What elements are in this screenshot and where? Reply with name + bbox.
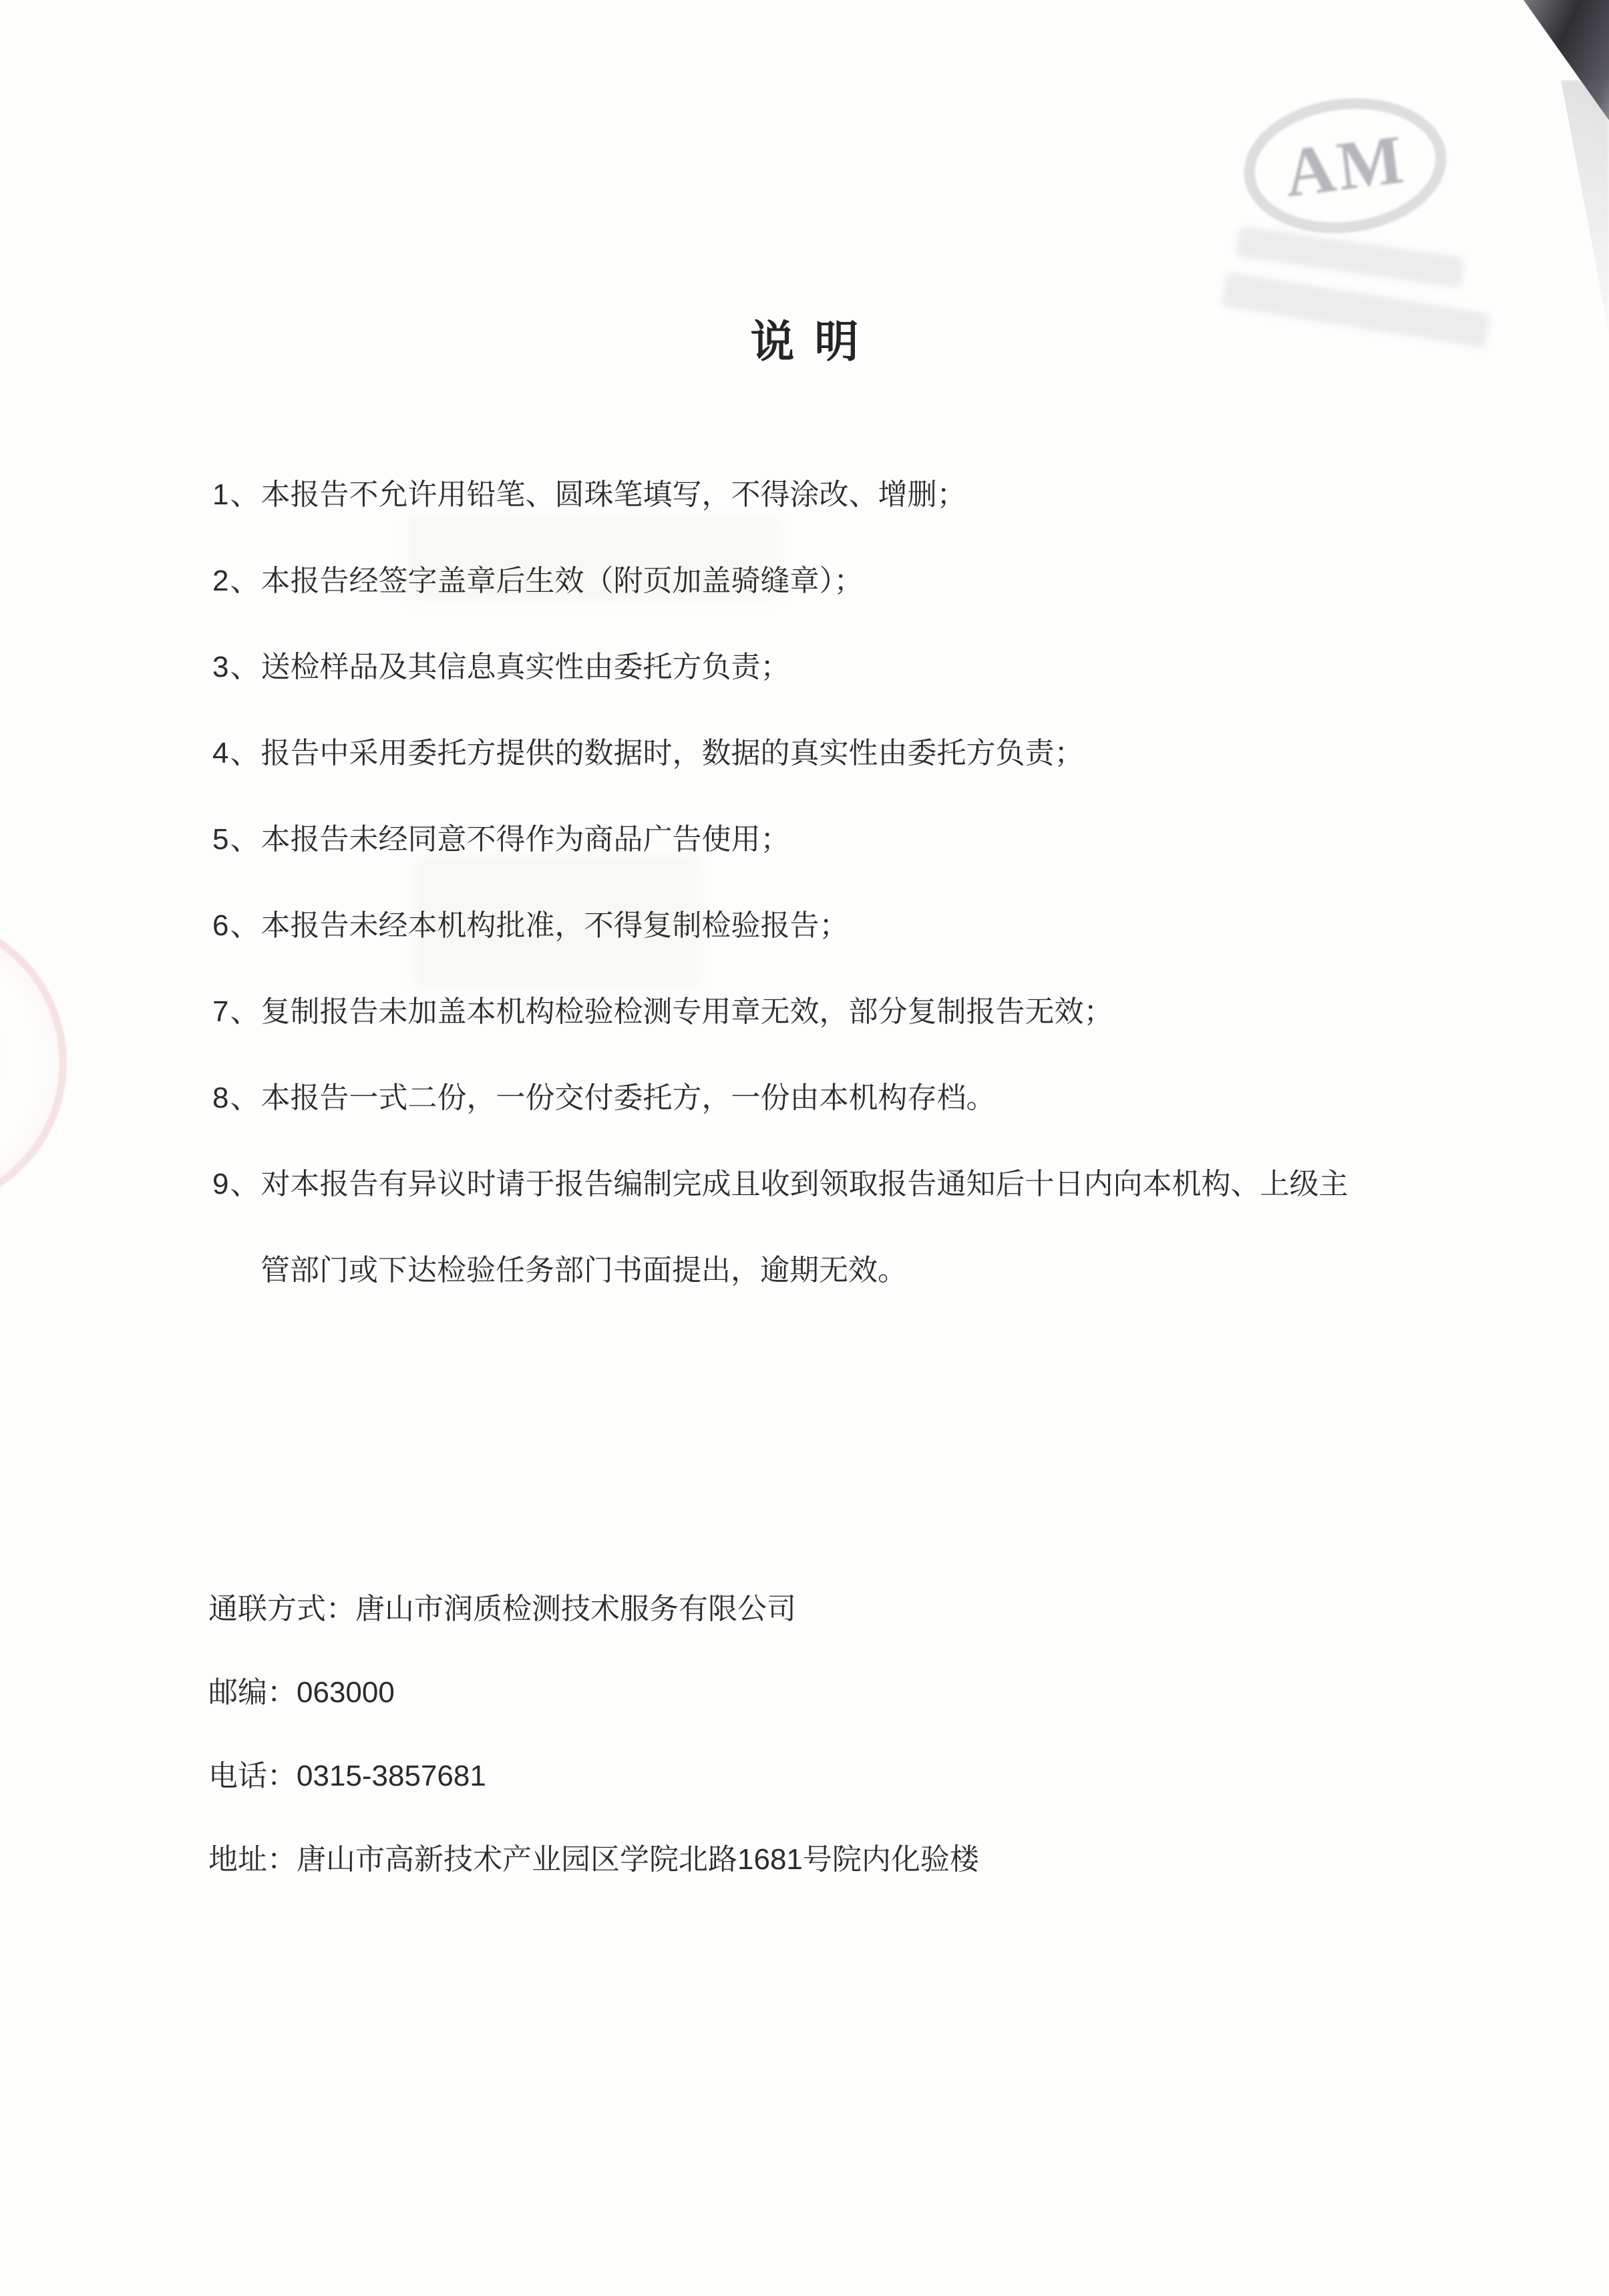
note-number: 3、 — [212, 651, 261, 683]
note-number: 6、 — [212, 909, 261, 942]
note-text: 本报告不允许用铅笔、圆珠笔填写，不得涂改、增删； — [260, 478, 966, 511]
note-number: 9、 — [212, 1168, 261, 1200]
note-item — [212, 538, 1368, 624]
notes-list — [212, 452, 1368, 1313]
note-item — [212, 710, 1368, 796]
cma-stamp — [1236, 87, 1454, 244]
note-text: 送检样品及其信息真实性由委托方负责； — [260, 651, 790, 683]
contact-block — [208, 1567, 1477, 1901]
note-text: 本报告未经本机构批准，不得复制检验报告； — [260, 909, 849, 942]
page-title: 说明 — [750, 318, 879, 367]
note-text: 对本报告有异议时请于报告编制完成且收到领取报告通知后十日内向本机构、上级主管部门或下达检验任务部门书面提出，逾期无效。 — [260, 1168, 1349, 1287]
contact-line-phone: 电话：0315-3857681 — [208, 1760, 486, 1792]
contact-line-postcode: 邮编：063000 — [208, 1676, 395, 1709]
note-number: 8、 — [212, 1082, 261, 1114]
note-item — [212, 882, 1368, 969]
note-number: 5、 — [212, 823, 261, 856]
note-item — [212, 624, 1368, 710]
note-number: 7、 — [212, 995, 261, 1028]
note-number: 2、 — [212, 564, 261, 597]
note-text: 复制报告未加盖本机构检验检测专用章无效，部分复制报告无效； — [260, 995, 1113, 1028]
red-seal-fragment — [0, 914, 67, 1212]
note-item — [212, 796, 1368, 882]
note-item — [212, 969, 1368, 1055]
note-item — [212, 1141, 1368, 1313]
note-text: 本报告经签字盖章后生效（附页加盖骑缝章）； — [260, 564, 864, 597]
note-text: 本报告一式二份，一份交付委托方，一份由本机构存档。 — [260, 1082, 996, 1114]
contact-line-address: 地址：唐山市高新技术产业园区学院北路1681号院内化验楼 — [208, 1843, 979, 1876]
note-number: 1、 — [212, 478, 261, 511]
note-item — [212, 452, 1368, 538]
cma-stamp-text: AM — [1280, 120, 1410, 212]
page-corner-fold-shadow — [1509, 80, 1609, 334]
note-item — [212, 1055, 1368, 1141]
note-text: 本报告未经同意不得作为商品广告使用； — [260, 823, 790, 856]
note-number: 4、 — [212, 737, 261, 770]
note-text: 报告中采用委托方提供的数据时，数据的真实性由委托方负责； — [260, 737, 1084, 770]
contact-line-company: 通联方式：唐山市润质检测技术服务有限公司 — [208, 1593, 796, 1625]
